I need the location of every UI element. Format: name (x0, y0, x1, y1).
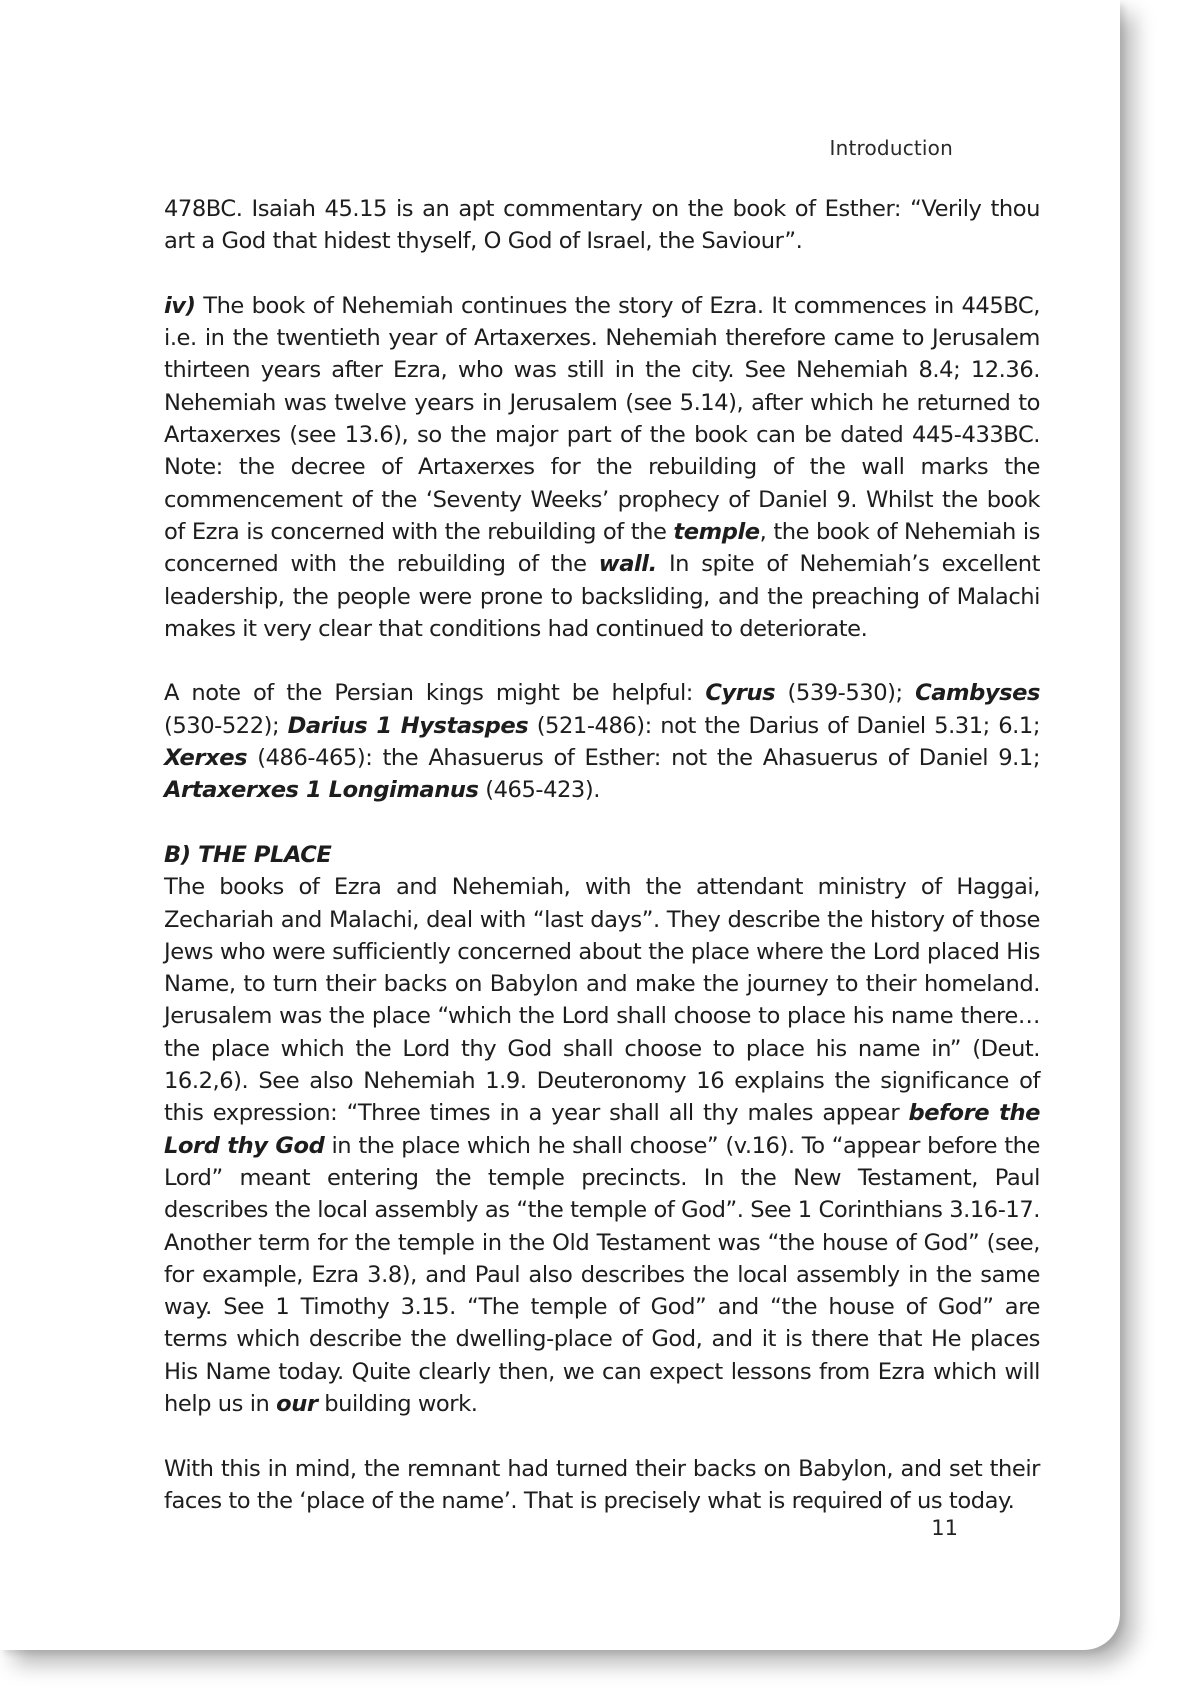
paragraph-text: (486-465): the Ahasuerus of Esther: not the Ahasuerus of Daniel 9.1; (247, 745, 1040, 772)
paragraph-conclusion (164, 1453, 1040, 1518)
paragraph-the-place (164, 871, 1040, 1420)
king-name: Xerxes (164, 745, 248, 772)
paragraph-text: building work. (317, 1390, 478, 1417)
list-marker: iv) (164, 292, 196, 319)
paragraph-text: (539-530); (775, 680, 916, 707)
paragraph-nehemiah (164, 290, 1040, 645)
paragraph-persian-kings (164, 677, 1040, 806)
paragraph-text: With this in mind, the remnant had turned their backs on Babylon, and set their faces to the ‘place of the name’. That is precisely what is required of us today. (164, 1455, 1040, 1514)
paragraph-text: in the place which he shall choose” (v.16). To “appear before the Lord” meant entering the temple precincts. In the New Testament, Paul describes the local assembly as “the temple of God”. See 1 Corinthians 3.16-17. Another term for the temple in the Old Testament was “the house of God” (see, for example, Ezra 3.8), and Paul also describes the local assembly in the same way. See 1 Timothy 3.15. “The temple of God” and “the house of God” are terms which describe the dwelling-place of God, and it is there that He places His Name today. Quite clearly then, we can expect lessons from Ezra which will help us in (164, 1132, 1040, 1417)
emphasis-temple: temple (673, 518, 760, 545)
emphasis-wall: wall. (598, 551, 657, 578)
page-body (164, 193, 1040, 1517)
section-heading: B) THE PLACE (164, 841, 332, 868)
paragraph-text: , the book of Nehemiah is concerned with the rebuilding of the (164, 518, 1040, 578)
paragraph-text: The books of Ezra and Nehemiah, with the attendant ministry of Haggai, Zechariah and Malachi, deal with “last days”. They describe the history of those Jews who were sufficiently concerned about the place where the Lord placed His Name, to turn their backs on Babylon and make the journey to their homeland. Jerusalem was the place “which the Lord shall choose to place his name there…the place which the Lord thy God shall choose to place his name in” (Deut. 16.2,6). See also Nehemiah 1.9. Deuteronomy 16 explains the significance of this expression: “Three times in a year shall all thy males appear (164, 874, 1040, 1127)
emphasis-our: our (276, 1390, 318, 1417)
paragraph-text: (465-423). (478, 777, 600, 804)
king-name: Darius 1 Hystaspes (287, 712, 529, 739)
running-head: Introduction (829, 136, 953, 160)
king-name: Cambyses (915, 680, 1041, 707)
king-name: Cyrus (705, 680, 776, 707)
paragraph-text: A note of the Persian kings might be helpful: (164, 680, 706, 707)
paragraph-text: (521-486): not the Darius of Daniel 5.31; 6.1; (528, 712, 1040, 739)
page-number: 11 (931, 1516, 958, 1540)
paragraph-esther-commentary (164, 193, 1040, 258)
emphasis-before-the-lord: before the Lord thy God (164, 1100, 1040, 1159)
paragraph-text: 478BC. Isaiah 45.15 is an apt commentary on the book of Esther: “Verily thou art a God that hidest thyself, O God of Israel, the Saviour”. (164, 196, 1040, 255)
paragraph-text: (530-522); (164, 712, 288, 739)
paragraph-text: In spite of Nehemiah’s excellent leadership, the people were prone to backsliding, and the preaching of Malachi makes it very clear that conditions had continued to deteriorate. (164, 551, 1040, 642)
paragraph-text: The book of Nehemiah continues the story of Ezra. It commences in 445BC, i.e. in the twentieth year of Artaxerxes. Nehemiah therefore came to Jerusalem thirteen years after Ezra, who was still in the city. See Nehemiah 8.4; 12.36. Nehemiah was twelve years in Jerusalem (see 5.14), after which he returned to Artaxerxes (see 13.6), so the major part of the book can be dated 445-433BC. Note: the decree of Artaxerxes for the rebuilding of the wall marks the commencement of the ‘Seventy Weeks’ prophecy of Daniel 9. Whilst the book of Ezra is concerned with the rebuilding of the (164, 292, 1040, 545)
king-name: Artaxerxes 1 Longimanus (164, 777, 479, 804)
